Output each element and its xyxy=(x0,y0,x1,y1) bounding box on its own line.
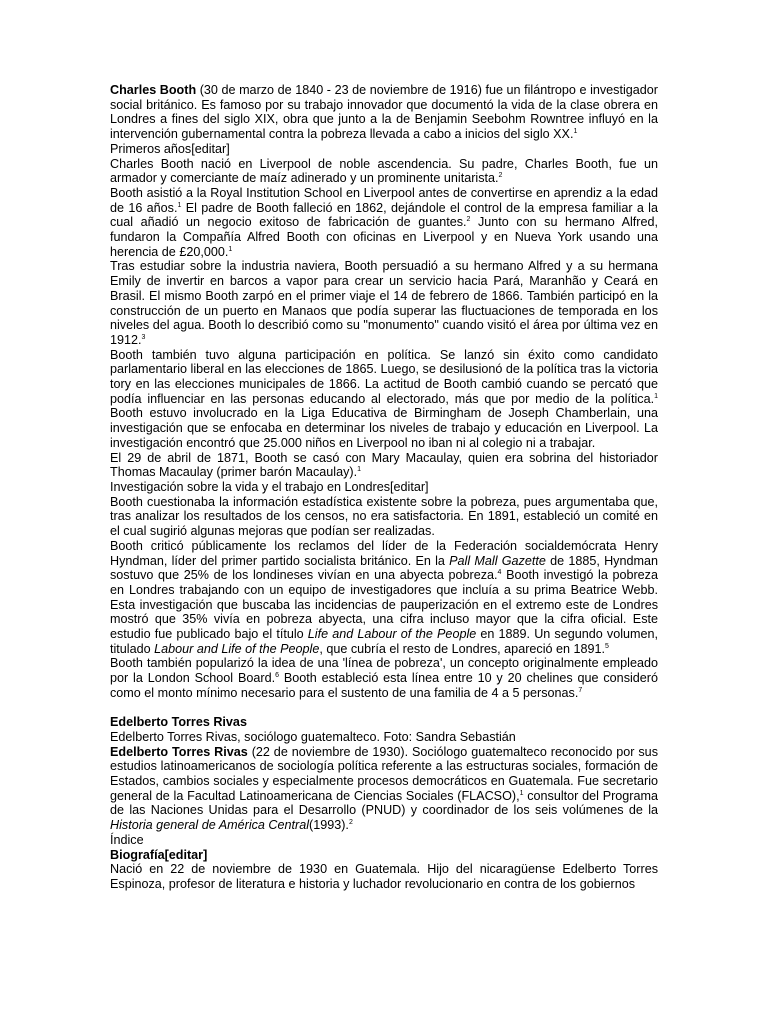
paragraph-text: consultor del Programa de las Naciones Unidas para el Desarrollo (PNUD) y coordinador de los seis volúmenes de la xyxy=(110,788,658,818)
paragraph-text: Booth criticó públicamente los reclamos del líder de la Federación socialdemócrata Henry Hyndman, líder del primer partido socialista británico. En la xyxy=(110,538,658,568)
paragraph-text: Booth también tuvo alguna participación en política. Se lanzó sin éxito como candidato parlamentario liberal en las elecciones de 1865. Luego, se desilusionó de la política tras la victoria tory en las elecciones municipales de 1866. La actitud de Booth cambió cuando se percató que podía influenciar en las personas educando al electorado, más que por medio de la política. xyxy=(110,347,658,406)
torres-photo-caption: Edelberto Torres Rivas, sociólogo guatemalteco. Foto: Sandra Sebastián xyxy=(110,729,516,744)
section-heading-biography[interactable]: Biografía[editar] xyxy=(110,847,208,862)
footnote-marker[interactable]: 4 xyxy=(497,569,502,577)
booth-education-paragraph xyxy=(110,186,658,260)
paragraph-text: en 1889. Un segundo volumen, titulado xyxy=(110,627,658,656)
torres-name: Edelberto Torres Rivas xyxy=(110,744,248,759)
torres-section-title: Edelberto Torres Rivas xyxy=(110,715,247,730)
booth-marriage-paragraph xyxy=(110,451,658,480)
paragraph-text: Booth estuvo involucrado en la Liga Educativa de Birmingham de Joseph Chamberlain, una investigación que se enfocaba en determinar los niveles de trabajo y educación en Liverpool. La investigación encontró que 25.000 niños en Liverpool no iban ni al colegio ni a trabajar. xyxy=(110,406,658,450)
booth-origin-paragraph xyxy=(110,157,658,186)
booth-statistics-paragraph: Booth cuestionaba la información estadística existente sobre la pobreza, pues argumentaba que, tras analizar los resultados de los censos, no era satisfactoria. En 1891, estableció un comité en el cual sugirió algunas mejoras que podían ser realizadas. xyxy=(110,494,658,539)
booth-poverty-study-paragraph xyxy=(110,539,658,657)
publication-title: Life and Labour of the People xyxy=(307,627,477,642)
paragraph-text: (1993). xyxy=(309,818,349,833)
paragraph-text: Booth investigó la pobreza en Londres trabajando con un equipo de investigadores que incluía a su prima Beatrice Webb. Esta investigación que buscaba las incidencias de pauperización en el extremo este de Londres mostró que 35% vivía en pobreza abyecta, una cifra incluso mayor que la cifra oficial. Este estudio fue publicado bajo el título xyxy=(110,568,658,642)
index-label[interactable]: Índice xyxy=(110,832,144,847)
booth-poverty-line-paragraph xyxy=(110,656,658,700)
publication-title: Pall Mall Gazette xyxy=(449,553,546,568)
paragraph-text: de 1885, Hyndman sostuvo que 25% de los londineses vivían en una abyecta pobreza. xyxy=(110,553,658,583)
footnote-marker[interactable]: 1 xyxy=(228,245,233,253)
paragraph-text: , que cubría el resto de Londres, apareció en 1891. xyxy=(319,641,606,656)
paragraph-text: Booth asistió a la Royal Institution School en Liverpool antes de convertirse en aprendiz a la edad de 16 años. xyxy=(110,185,658,215)
footnote-marker[interactable]: 5 xyxy=(605,642,609,650)
paragraph-text: El 29 de abril de 1871, Booth se casó con Mary Macaulay, quien era sobrina del historiador Thomas Macaulay (primer barón Macaulay). xyxy=(110,450,658,480)
paragraph-text: Charles Booth nació en Liverpool de noble ascendencia. Su padre, Charles Booth, fue un armador y comerciante de maíz adinerado y un prominente unitarista. xyxy=(110,156,658,186)
footnote-marker[interactable]: 3 xyxy=(141,333,146,341)
footnote-marker[interactable]: 1 xyxy=(573,128,578,136)
torres-intro-paragraph xyxy=(110,745,658,833)
paragraph-text: Booth estableció esta línea entre 10 y 20 chelines que consideró como el monto mínimo necesario para el sustento de una familia de 4 a 5 personas. xyxy=(110,671,658,700)
section-heading-research[interactable]: Investigación sobre la vida y el trabajo en Londres[editar] xyxy=(110,479,429,494)
paragraph-text: Tras estudiar sobre la industria naviera, Booth persuadió a su hermano Alfred y a su hermana Emily de invertir en barcos a vapor para crear un servicio hacia Pará, Maranhão y Ceará en Brasil. El mismo Booth zarpó en el primer viaje el 14 de febrero de 1866. También participó en la construcción de un puerto en Manaos que podía superar las fluctuaciones de temporada en los niveles del agua. Booth lo describió como su "monumento" cuando visitó el área por última vez en 1912. xyxy=(110,259,658,347)
paragraph-text: Junto con su hermano Alfred, fundaron la Compañía Alfred Booth con oficinas en Liverpool y en Nueva York usando una herencia de £20,000. xyxy=(110,215,658,259)
booth-name: Charles Booth xyxy=(110,83,197,97)
footnote-marker[interactable]: 6 xyxy=(275,672,279,680)
paragraph-text: Booth también popularizó la idea de una 'línea de pobreza', un concepto originalmente empleado por la London School Board. xyxy=(110,656,658,686)
footnote-marker[interactable]: 1 xyxy=(519,789,524,797)
document-page xyxy=(110,83,658,892)
footnote-marker[interactable]: 2 xyxy=(348,819,353,827)
footnote-marker[interactable]: 1 xyxy=(654,392,658,400)
booth-shipping-paragraph xyxy=(110,259,658,347)
publication-title: Labour and Life of the People xyxy=(154,641,320,656)
footnote-marker[interactable]: 1 xyxy=(357,466,361,474)
paragraph-text: El padre de Booth falleció en 1862, dejándole el control de la empresa familiar a la cual añadió un negocio exitoso de fabricación de guantes. xyxy=(110,200,658,230)
footnote-marker[interactable]: 2 xyxy=(498,172,503,180)
footnote-marker[interactable]: 2 xyxy=(466,216,471,224)
torres-bio-paragraph: Nació en 22 de noviembre de 1930 en Guatemala. Hijo del nicaragüense Edelberto Torres Espinoza, profesor de literatura e historia y luchador revolucionario en contra de los gobiernos xyxy=(110,862,658,891)
booth-politics-paragraph xyxy=(110,348,658,451)
booth-intro-paragraph xyxy=(110,83,658,142)
paragraph-text: (22 de noviembre de 1930). Sociólogo guatemalteco reconocido por sus estudios latinoamericanos de sociología política referente a las estructuras sociales, formación de Estados, cambios sociales y especialmente procesos democráticos en Guatemala. Fue secretario general de la Facultad Latinoamericana de Ciencias Sociales (FLACSO), xyxy=(110,744,658,803)
publication-title: Historia general de América Central xyxy=(110,818,310,833)
footnote-marker[interactable]: 1 xyxy=(177,201,182,209)
section-heading-early-years[interactable]: Primeros años[editar] xyxy=(110,141,230,156)
footnote-marker[interactable]: 7 xyxy=(578,686,583,694)
booth-intro-text: (30 de marzo de 1840 - 23 de noviembre de 1916) fue un filántropo e investigador social británico. Es famoso por su trabajo innovador que documentó la vida de la clase obrera en Londres a fines del siglo XIX, obra que junto a la de Benjamin Seebohm Rowntree influyó en la intervención gubernamental contra la pobreza llevada a cabo a inicios del siglo XX. xyxy=(110,83,658,142)
